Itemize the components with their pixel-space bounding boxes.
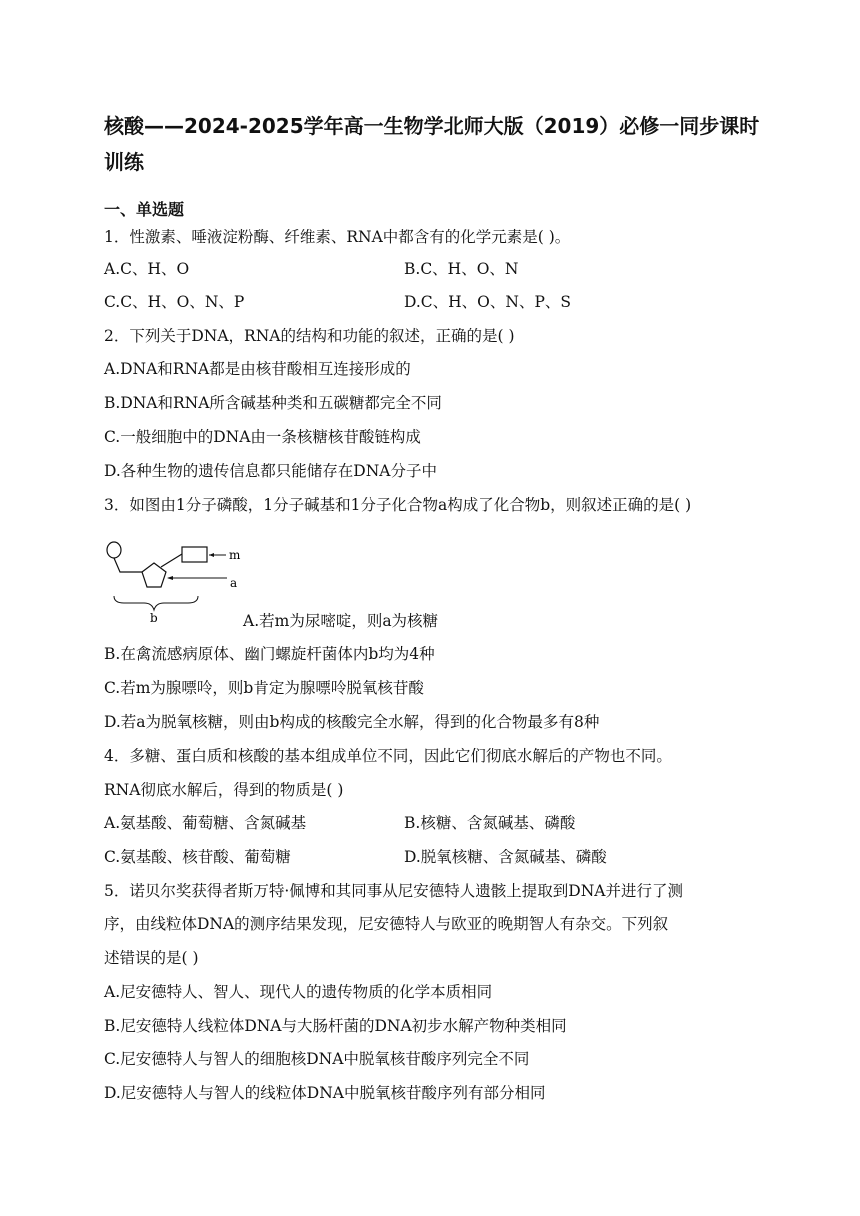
question-2-option-a: A.DNA和RNA都是由核苷酸相互连接形成的 bbox=[104, 360, 411, 378]
question-3-option-d: D.若a为脱氧核糖，则由b构成的核酸完全水解，得到的化合物最多有8种 bbox=[104, 713, 600, 731]
question-3-option-a: A.若m为尿嘧啶，则a为核糖 bbox=[243, 612, 439, 630]
question-4-option-a: A.氨基酸、葡萄糖、含氮碱基 bbox=[104, 814, 307, 832]
question-4-option-b: B.核糖、含氮碱基、磷酸 bbox=[404, 814, 576, 832]
question-2-option-d: D.各种生物的遗传信息都只能储存在DNA分子中 bbox=[104, 462, 437, 480]
brace-b bbox=[114, 596, 198, 610]
question-4-stem-line-2: RNA彻底水解后，得到的物质是( ) bbox=[104, 781, 344, 799]
question-3-option-c: C.若m为腺嘌呤，则b肯定为腺嘌呤脱氧核苷酸 bbox=[104, 679, 424, 697]
question-5-option-a: A.尼安德特人、智人、现代人的遗传物质的化学本质相同 bbox=[104, 983, 493, 1001]
question-4-option-d: D.脱氧核糖、含氮碱基、磷酸 bbox=[404, 848, 607, 866]
question-2-stem: 2．下列关于DNA，RNA的结构和功能的叙述，正确的是( ) bbox=[104, 327, 515, 345]
question-2-option-b: B.DNA和RNA所含碱基种类和五碳糖都完全不同 bbox=[104, 394, 442, 412]
phosphate-bond bbox=[114, 558, 142, 572]
question-5-option-d: D.尼安德特人与智人的线粒体DNA中脱氧核苷酸序列有部分相同 bbox=[104, 1084, 546, 1102]
question-1-option-c: C.C、H、O、N、P bbox=[104, 293, 245, 311]
phosphate-circle bbox=[107, 542, 121, 558]
nucleotide-diagram bbox=[104, 538, 264, 628]
question-1-option-a: A.C、H、O bbox=[104, 260, 190, 278]
base-bond bbox=[161, 554, 182, 567]
question-5-option-b: B.尼安德特人线粒体DNA与大肠杆菌的DNA初步水解产物种类相同 bbox=[104, 1017, 567, 1035]
m-arrowhead bbox=[209, 553, 214, 557]
a-arrowhead bbox=[167, 576, 173, 580]
question-5-stem-line-3: 述错误的是( ) bbox=[104, 949, 199, 967]
page-title: 核酸——2024-2025学年高一生物学北师大版（2019）必修一同步课时训练 bbox=[104, 114, 760, 174]
question-3-option-b: B.在禽流感病原体、幽门螺旋杆菌体内b均为4种 bbox=[104, 645, 435, 663]
question-4-option-c: C.氨基酸、核苷酸、葡萄糖 bbox=[104, 848, 291, 866]
base-box bbox=[182, 547, 207, 562]
question-5-stem-line-2: 序，由线粒体DNA的测序结果发现，尼安德特人与欧亚的晚期智人有杂交。下列叙 bbox=[104, 915, 669, 933]
label-b: b bbox=[150, 611, 158, 625]
question-1-option-d: D.C、H、O、N、P、S bbox=[404, 293, 571, 311]
section-heading: 一、单选题 bbox=[104, 200, 185, 219]
question-3-stem: 3．如图由1分子磷酸，1分子碱基和1分子化合物a构成了化合物b，则叙述正确的是( ) bbox=[104, 496, 692, 514]
question-1-option-b: B.C、H、O、N bbox=[404, 260, 519, 278]
question-5-stem-line-1: 5．诺贝尔奖获得者斯万特·佩博和其同事从尼安德特人遗骸上提取到DNA并进行了测 bbox=[104, 882, 683, 900]
question-1-stem: 1．性激素、唾液淀粉酶、纤维素、RNA中都含有的化学元素是( )。 bbox=[104, 228, 571, 246]
label-a: a bbox=[230, 576, 238, 590]
question-2-option-c: C.一般细胞中的DNA由一条核糖核苷酸链构成 bbox=[104, 428, 421, 446]
label-m: m bbox=[229, 548, 241, 562]
question-4-stem-line-1: 4．多糖、蛋白质和核酸的基本组成单位不同，因此它们彻底水解后的产物也不同。 bbox=[104, 747, 672, 765]
question-5-option-c: C.尼安德特人与智人的细胞核DNA中脱氧核苷酸序列完全不同 bbox=[104, 1050, 530, 1068]
